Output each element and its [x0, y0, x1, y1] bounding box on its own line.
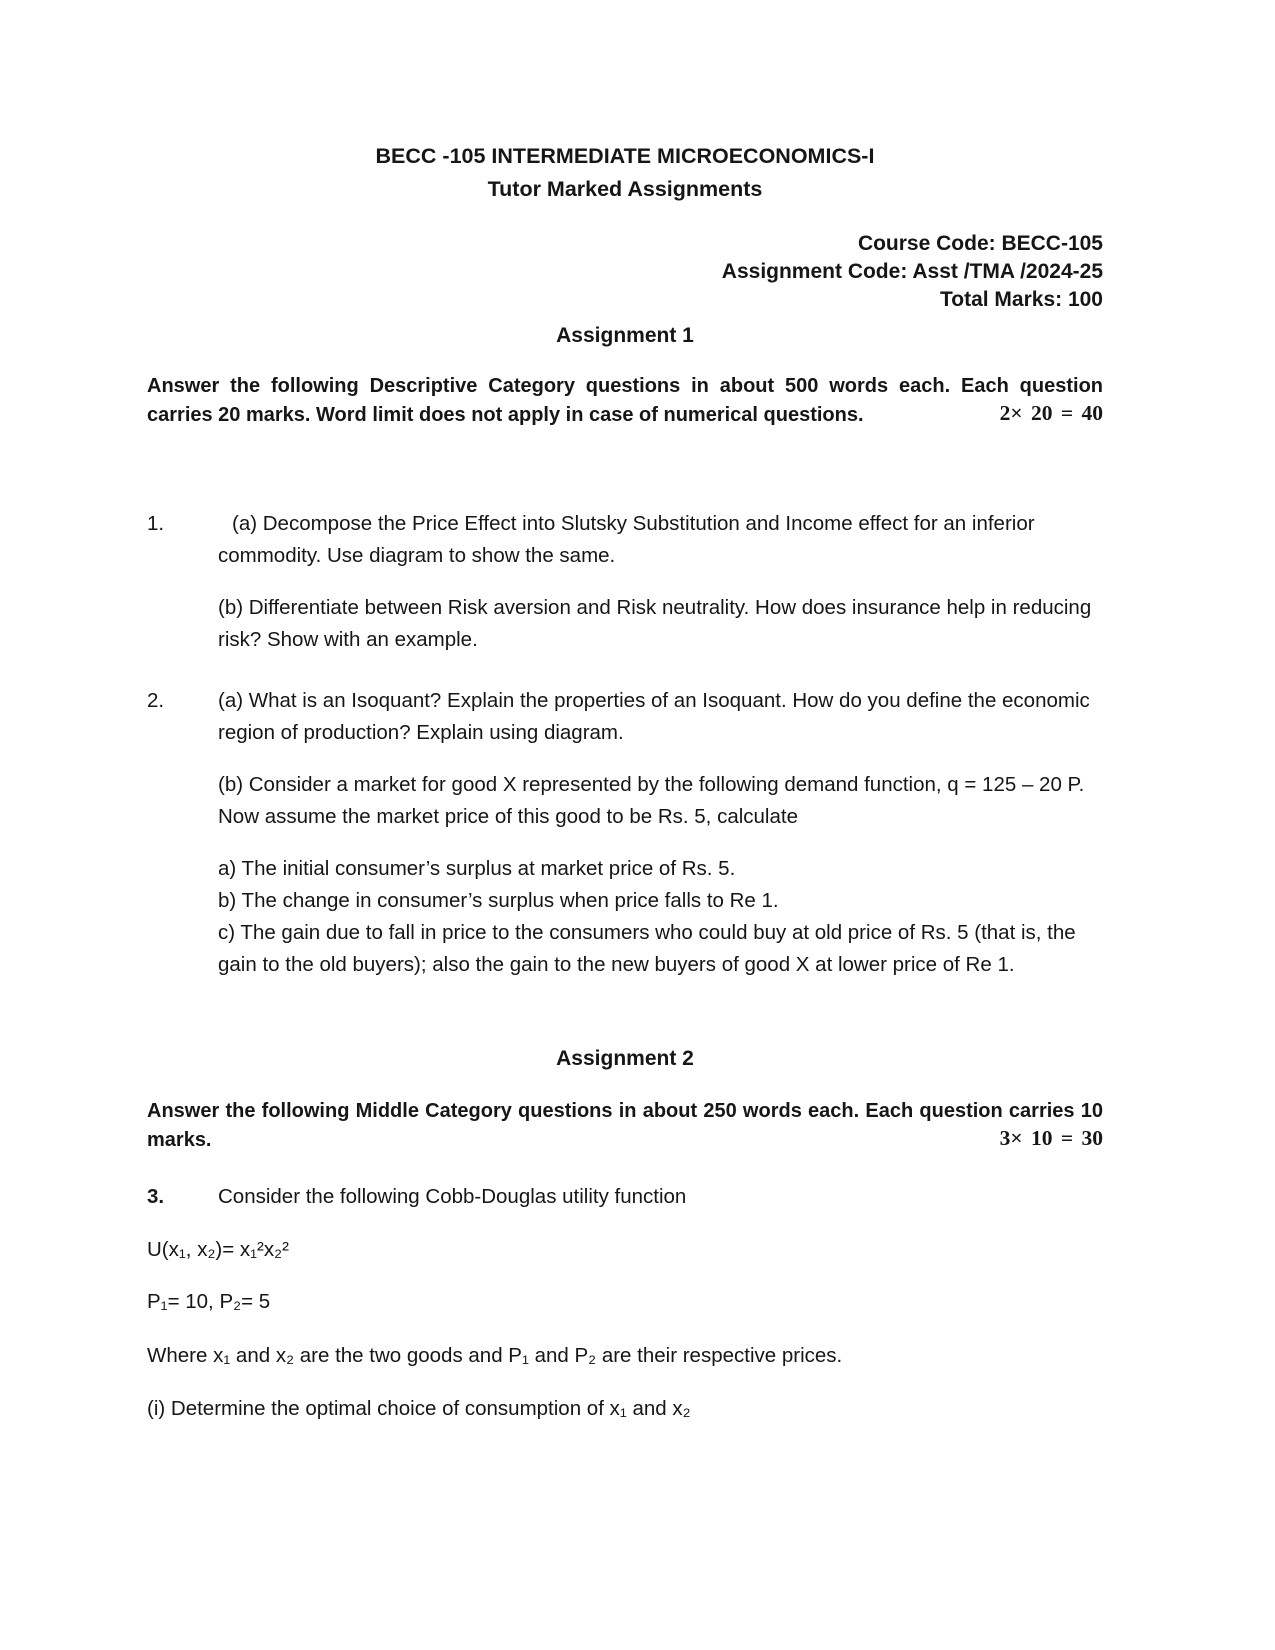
goods-description: Where x₁ and x₂ are the two goods and P₁ and P₂ are their respective prices.: [147, 1344, 843, 1367]
question-1-part-b: (b) Differentiate between Risk aversion and Risk neutrality. How does insurance help in reducing risk? Show with an example.: [218, 596, 1092, 651]
question-2-subpart-b: b) The change in consumer’s surplus when price falls to Re 1.: [218, 889, 779, 912]
assignment2-heading: Assignment 2: [556, 1047, 694, 1070]
utility-function: U(x₁, x₂)= x₁²x₂²: [147, 1238, 289, 1261]
assignment1-instructions-text: Answer the following Descriptive Category questions in about 500 words each. Each question carries 20 marks. Word limit does not apply in case of numerical questions.: [147, 375, 1103, 426]
subquestion-i: (i) Determine the optimal choice of consumption of x₁ and x₂: [147, 1397, 691, 1420]
question-2-body: [218, 685, 1103, 981]
assignment1-heading: Assignment 1: [556, 324, 694, 347]
question-2-part-b: (b) Consider a market for good X represented by the following demand function, q = 125 – 20 P. Now assume the market price of this good to be Rs. 5, calculate: [218, 773, 1085, 828]
question-3-number: 3.: [147, 1185, 165, 1208]
assignment-code: Assignment Code: Asst /TMA /2024-25: [721, 260, 1103, 283]
question-1-number: 1.: [147, 512, 165, 535]
prices-line: P₁= 10, P₂= 5: [147, 1290, 271, 1313]
question-2-subpart-a: a) The initial consumer’s surplus at market price of Rs. 5.: [218, 857, 736, 880]
course-code: Course Code: BECC-105: [857, 232, 1103, 255]
question-2-part-a: (a) What is an Isoquant? Explain the properties of an Isoquant. How do you define the economic region of production? Explain using diagram.: [218, 689, 1090, 744]
doc-subtitle: Tutor Marked Assignments: [487, 177, 763, 201]
doc-title: BECC -105 INTERMEDIATE MICROECONOMICS-I: [375, 144, 875, 168]
doc-meta-block: [147, 230, 1103, 314]
question-3-text: Consider the following Cobb-Douglas utility function: [218, 1185, 687, 1208]
question-1-body: [218, 508, 1103, 656]
assignment2-marks-formula: 3× 10 = 30: [999, 1126, 1103, 1150]
question-2: [147, 685, 1103, 981]
question-2-subparts: [218, 853, 1103, 981]
assignment2-instructions-text: Answer the following Middle Category questions in about 250 words each. Each question carries 10 marks.: [147, 1100, 1103, 1151]
question-2-number: 2.: [147, 689, 165, 712]
assignment1-marks-formula: 2× 20 = 40: [999, 401, 1103, 425]
question-1-part-a: (a) Decompose the Price Effect into Slutsky Substitution and Income effect for an inferior commodity. Use diagram to show the same.: [218, 512, 1035, 567]
question-1: [147, 508, 1103, 656]
question-3: [147, 1181, 1103, 1213]
assignment1-instructions: [147, 372, 1103, 430]
total-marks: Total Marks: 100: [939, 288, 1103, 311]
assignment2-instructions: [147, 1097, 1103, 1155]
question-2-subpart-c: c) The gain due to fall in price to the consumers who could buy at old price of Rs. 5 (that is, the gain to the old buyers); also the gain to the new buyers of good X at lower price of Re 1.: [218, 921, 1076, 976]
